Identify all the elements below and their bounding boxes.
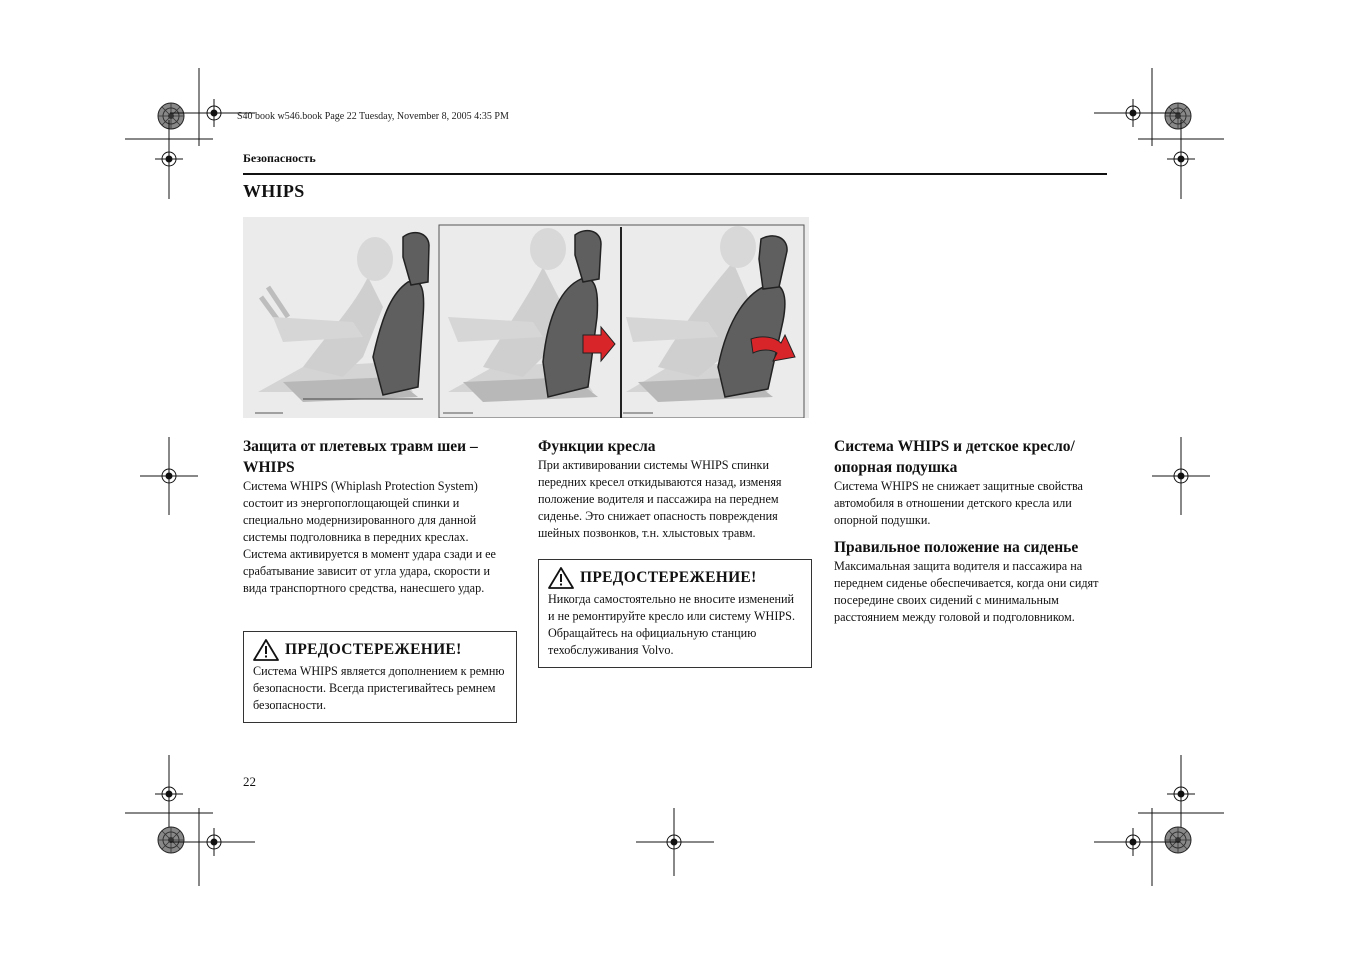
col1-warning-box: [243, 631, 517, 723]
col3-heading-2: Правильное положение на сиденье: [834, 539, 1079, 556]
col3-body-2: Максимальная защита водителя и пассажира на переднем сиденье обеспечивается, когда они сидят посередине своих сидений с минимальным расстоянием между головой и подголовником.: [834, 559, 1099, 624]
col2-warning-box: [538, 559, 812, 668]
col3-body-1: Система WHIPS не снижает защитные свойства автомобиля в отношении детского кресла или опорной подушки.: [834, 479, 1083, 527]
col1-heading: Защита от плетевых травм шеи – WHIPS: [243, 438, 478, 476]
page-title: WHIPS: [243, 181, 305, 201]
warning-triangle-icon: [253, 639, 279, 661]
col2-body: При активировании системы WHIPS спинки передних кресел откидываются назад, изменяя положение водителя и пассажира на переднем сиденье. Это снижает опасность повреждения шейных позвонков, т.н. хлыстовых травм.: [538, 458, 782, 540]
col1-warning-title: ПРЕДОСТЕРЕЖЕНИЕ!: [285, 641, 462, 658]
column-3: [834, 436, 1106, 626]
warning-triangle-icon: [548, 567, 574, 589]
column-2: [538, 436, 810, 542]
section-label: Безопасность: [243, 151, 316, 165]
col2-heading: Функции кресла: [538, 438, 656, 455]
book-header: S40 book w546.book Page 22 Tuesday, November 8, 2005 4:35 PM: [237, 111, 509, 122]
col2-warning-title: ПРЕДОСТЕРЕЖЕНИЕ!: [580, 569, 757, 586]
col3-heading-1: Система WHIPS и детское кресло/ опорная подушка: [834, 438, 1075, 476]
header-rule: [243, 173, 1107, 175]
col1-warning-text: Система WHIPS является дополнением к ремню безопасности. Всегда пристегивайтесь ремнем безопасности.: [253, 664, 505, 712]
column-1: [243, 436, 515, 597]
col1-body: Система WHIPS (Whiplash Protection System) состоит из энергопоглощающей спинки и специально модернизированного для данной системы подголовника в передних креслах. Система активируется в момент удара сзади и ее срабатывание зависит от угла удара, скорости и вида транспортного средства, нанесшего удар.: [243, 479, 496, 595]
page-number: 22: [243, 774, 256, 789]
col2-warning-text: Никогда самостоятельно не вносите изменений и не ремонтируйте кресло или систему WHIPS. Обращайтесь на официальную станцию техобслуживания Volvo.: [548, 592, 795, 657]
whips-seat-illustration: [243, 217, 809, 418]
